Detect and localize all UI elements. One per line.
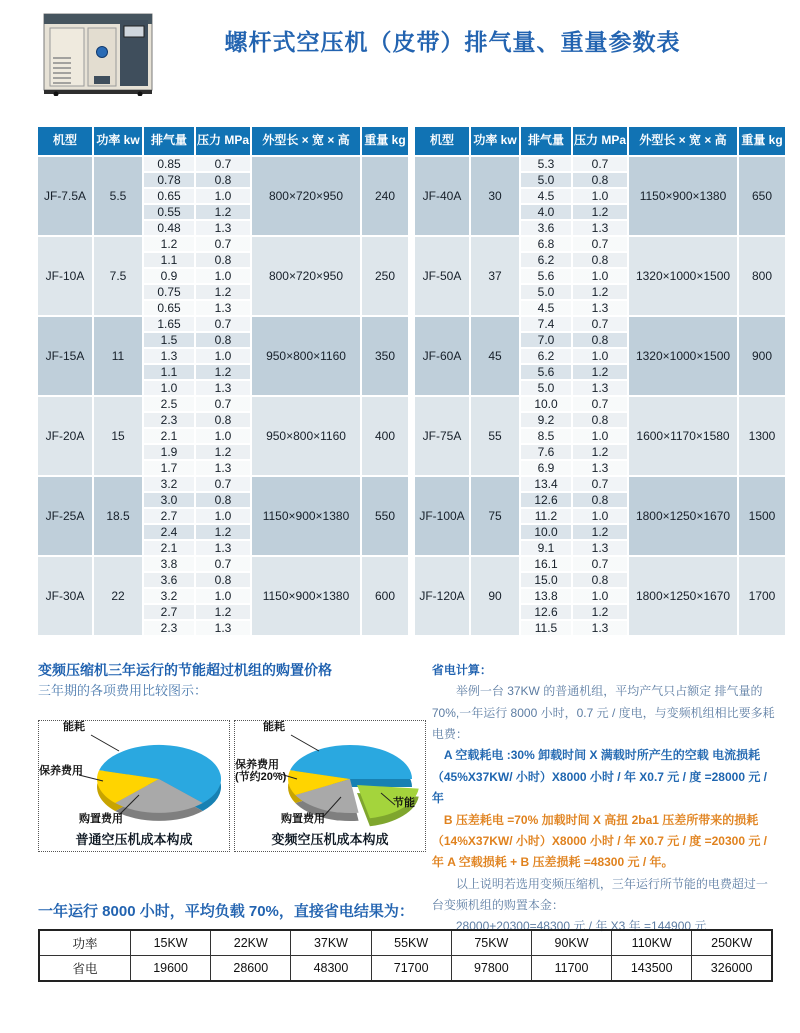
model-cell: JF-25A: [38, 477, 92, 555]
value-cell: 55KW: [371, 930, 451, 956]
dimensions-cell: 800×720×950: [252, 237, 360, 315]
power-cell: 45: [471, 317, 519, 395]
weight-cell: 400: [362, 397, 408, 475]
pressure-cell: 1.0: [196, 429, 250, 443]
power-cell: 90: [471, 557, 519, 635]
pressure-cell: 1.0: [196, 349, 250, 363]
weight-cell: 1700: [739, 557, 785, 635]
model-cell: JF-120A: [415, 557, 469, 635]
displacement-cell: 1.3: [144, 349, 194, 363]
displacement-cell: 6.2: [521, 253, 571, 267]
saving-calc-heading: 省电计算：: [431, 663, 492, 677]
model-cell: JF-15A: [38, 317, 92, 395]
displacement-cell: 5.0: [521, 173, 571, 187]
pressure-cell: 1.3: [196, 461, 250, 475]
displacement-cell: 1.1: [144, 365, 194, 379]
column-header: 压力 MPa: [196, 127, 250, 155]
weight-cell: 250: [362, 237, 408, 315]
displacement-cell: 5.0: [521, 381, 571, 395]
value-cell: 28600: [211, 956, 291, 982]
saving-result-table: [38, 929, 773, 982]
weight-cell: 240: [362, 157, 408, 235]
column-header: 外型长 × 宽 × 高: [629, 127, 737, 155]
value-cell: 48300: [291, 956, 371, 982]
spec-row: [38, 157, 408, 171]
weight-cell: 900: [739, 317, 785, 395]
value-cell: 250KW: [692, 930, 772, 956]
displacement-cell: 0.75: [144, 285, 194, 299]
pressure-cell: 1.3: [196, 301, 250, 315]
displacement-cell: 7.6: [521, 445, 571, 459]
pressure-cell: 1.3: [573, 381, 627, 395]
pressure-cell: 0.7: [196, 477, 250, 491]
displacement-cell: 10.0: [521, 525, 571, 539]
pressure-cell: 1.3: [573, 461, 627, 475]
pressure-cell: 1.3: [196, 381, 250, 395]
saving-calc-intro: 举例一台 37KW 的普通机组，平均产气只占额定 排气量的 70%,一年运行 8000 小时，0.7 元 / 度电，与变频机组相比要多耗电费：: [431, 684, 775, 742]
displacement-cell: 9.2: [521, 413, 571, 427]
power-cell: 30: [471, 157, 519, 235]
model-cell: JF-100A: [415, 477, 469, 555]
power-cell: 18.5: [94, 477, 142, 555]
pressure-cell: 0.8: [196, 493, 250, 507]
value-cell: 75KW: [451, 930, 531, 956]
displacement-cell: 16.1: [521, 557, 571, 571]
pressure-cell: 0.8: [573, 573, 627, 587]
pressure-cell: 0.7: [573, 557, 627, 571]
value-cell: 22KW: [211, 930, 291, 956]
spec-row: [415, 317, 785, 331]
pie-label-saving: 节能: [393, 796, 415, 809]
spec-row: [415, 477, 785, 491]
pressure-cell: 0.8: [196, 173, 250, 187]
pie-label-energy: 能耗: [63, 720, 85, 733]
displacement-cell: 2.7: [144, 509, 194, 523]
compressor-product-image: [42, 8, 154, 101]
displacement-cell: 2.3: [144, 413, 194, 427]
displacement-cell: 1.2: [144, 237, 194, 251]
pressure-cell: 1.3: [573, 621, 627, 635]
displacement-cell: 0.55: [144, 205, 194, 219]
weight-cell: 600: [362, 557, 408, 635]
value-cell: 19600: [131, 956, 211, 982]
model-cell: JF-7.5A: [38, 157, 92, 235]
row-label-cell: 功率: [39, 930, 131, 956]
spec-table-left: [36, 125, 410, 637]
column-header: 功率 kw: [94, 127, 142, 155]
pressure-cell: 0.8: [573, 173, 627, 187]
displacement-cell: 3.2: [144, 589, 194, 603]
pressure-cell: 1.0: [196, 269, 250, 283]
weight-cell: 350: [362, 317, 408, 395]
result-section: [38, 900, 775, 982]
dimensions-cell: 1320×1000×1500: [629, 237, 737, 315]
displacement-cell: 4.5: [521, 301, 571, 315]
spec-row: [415, 557, 785, 571]
pressure-cell: 0.8: [196, 253, 250, 267]
displacement-cell: 2.4: [144, 525, 194, 539]
displacement-cell: 8.5: [521, 429, 571, 443]
power-cell: 7.5: [94, 237, 142, 315]
displacement-cell: 7.0: [521, 333, 571, 347]
displacement-cell: 11.5: [521, 621, 571, 635]
weight-cell: 550: [362, 477, 408, 555]
dimensions-cell: 1800×1250×1670: [629, 477, 737, 555]
displacement-cell: 1.65: [144, 317, 194, 331]
pressure-cell: 0.7: [573, 237, 627, 251]
spec-row: [38, 557, 408, 571]
pressure-cell: 1.2: [196, 445, 250, 459]
spec-row: [38, 397, 408, 411]
dimensions-cell: 1320×1000×1500: [629, 317, 737, 395]
pressure-cell: 0.8: [573, 413, 627, 427]
displacement-cell: 3.6: [144, 573, 194, 587]
power-cell: 5.5: [94, 157, 142, 235]
displacement-cell: 0.9: [144, 269, 194, 283]
comparison-subheading: 三年期的各项费用比较图示：: [38, 683, 208, 698]
dimensions-cell: 950×800×1160: [252, 317, 360, 395]
displacement-cell: 2.7: [144, 605, 194, 619]
pie-panels: [38, 720, 428, 852]
pressure-cell: 0.7: [573, 157, 627, 171]
pressure-cell: 1.0: [573, 509, 627, 523]
row-label-cell: 省电: [39, 956, 131, 982]
model-cell: JF-10A: [38, 237, 92, 315]
pressure-cell: 0.7: [196, 317, 250, 331]
displacement-cell: 3.8: [144, 557, 194, 571]
pressure-cell: 0.8: [573, 333, 627, 347]
spec-row: [415, 157, 785, 171]
column-header: 排气量: [521, 127, 571, 155]
pie-label-purchase: 购置费用: [79, 812, 123, 825]
displacement-cell: 0.65: [144, 189, 194, 203]
spec-row: [38, 477, 408, 491]
saving-calc-conclusion: 以上说明若选用变频压缩机，三年运行所节能的电费超过一台变频机组的购置本金：: [431, 876, 768, 912]
comparison-heading: 变频压缩机三年运行的节能超过机组的购置价格: [38, 662, 332, 678]
pressure-cell: 1.3: [573, 301, 627, 315]
displacement-cell: 15.0: [521, 573, 571, 587]
pressure-cell: 1.0: [573, 269, 627, 283]
weight-cell: 650: [739, 157, 785, 235]
pie-label-maintenance: 保养费用: [235, 758, 279, 771]
displacement-cell: 11.2: [521, 509, 571, 523]
power-cell: 37: [471, 237, 519, 315]
weight-cell: 800: [739, 237, 785, 315]
pressure-cell: 0.8: [573, 493, 627, 507]
column-header: 排气量: [144, 127, 194, 155]
pressure-cell: 0.7: [196, 237, 250, 251]
saving-calc-formula-b: B 压差耗电 =70% 加载时间 X 高扭 2ba1 压差所带来的损耗（14%X37KW/ 小时）X8000 小时 / 年 X0.7 元 / 度 =20300 元 / 年 A 空载损耗 + B 压差损耗 =48300 元 / 年。: [431, 812, 768, 870]
dimensions-cell: 1600×1170×1580: [629, 397, 737, 475]
pie-chart-vfd: [234, 720, 426, 852]
pressure-cell: 0.7: [196, 157, 250, 171]
pressure-cell: 1.2: [573, 525, 627, 539]
pie-label-energy: 能耗: [263, 720, 285, 733]
displacement-cell: 7.4: [521, 317, 571, 331]
displacement-cell: 12.6: [521, 605, 571, 619]
saving-calc-total-formula: 28000+20300=48300 元 / 年 X3 年 =144900 元: [455, 919, 707, 934]
pressure-cell: 1.0: [196, 509, 250, 523]
power-cell: 11: [94, 317, 142, 395]
displacement-cell: 6.2: [521, 349, 571, 363]
pressure-cell: 1.2: [196, 605, 250, 619]
pressure-cell: 1.0: [573, 429, 627, 443]
power-cell: 75: [471, 477, 519, 555]
saving-row: [39, 956, 772, 982]
model-cell: JF-30A: [38, 557, 92, 635]
spec-row: [38, 237, 408, 251]
pressure-cell: 1.0: [196, 189, 250, 203]
displacement-cell: 2.1: [144, 541, 194, 555]
value-cell: 37KW: [291, 930, 371, 956]
value-cell: 90KW: [531, 930, 611, 956]
pie-chart-ordinary: [38, 720, 230, 852]
model-cell: JF-40A: [415, 157, 469, 235]
power-cell: 22: [94, 557, 142, 635]
dimensions-cell: 1150×900×1380: [629, 157, 737, 235]
power-row: [39, 930, 772, 956]
displacement-cell: 1.1: [144, 253, 194, 267]
pressure-cell: 1.0: [196, 589, 250, 603]
column-header: 重量 kg: [362, 127, 408, 155]
pressure-cell: 1.0: [573, 349, 627, 363]
spec-table-right: [413, 125, 787, 637]
pressure-cell: 1.3: [573, 541, 627, 555]
weight-cell: 1500: [739, 477, 785, 555]
displacement-cell: 13.8: [521, 589, 571, 603]
column-header: 机型: [415, 127, 469, 155]
value-cell: 97800: [451, 956, 531, 982]
dimensions-cell: 800×720×950: [252, 157, 360, 235]
pie-ordinary-svg: [39, 731, 229, 835]
pressure-cell: 0.8: [196, 573, 250, 587]
displacement-cell: 3.2: [144, 477, 194, 491]
dimensions-cell: 950×800×1160: [252, 397, 360, 475]
pressure-cell: 1.3: [196, 621, 250, 635]
model-cell: JF-20A: [38, 397, 92, 475]
saving-calc-formula-a: A 空载耗电 :30% 卸载时间 X 满载时所产生的空载 电流损耗（45%X37KW/ 小时）X8000 小时 / 年 X0.7 元 / 度 =28000 元 / 年: [431, 748, 768, 806]
pressure-cell: 0.8: [196, 413, 250, 427]
dimensions-cell: 1150×900×1380: [252, 477, 360, 555]
pressure-cell: 1.2: [573, 285, 627, 299]
displacement-cell: 6.8: [521, 237, 571, 251]
dimensions-cell: 1800×1250×1670: [629, 557, 737, 635]
displacement-cell: 2.5: [144, 397, 194, 411]
pressure-cell: 0.8: [196, 333, 250, 347]
displacement-cell: 12.6: [521, 493, 571, 507]
displacement-cell: 5.0: [521, 285, 571, 299]
displacement-cell: 5.6: [521, 365, 571, 379]
value-cell: 11700: [531, 956, 611, 982]
displacement-cell: 1.5: [144, 333, 194, 347]
pressure-cell: 0.7: [573, 477, 627, 491]
column-header: 功率 kw: [471, 127, 519, 155]
displacement-cell: 3.0: [144, 493, 194, 507]
cost-comparison-block: [38, 660, 428, 938]
pressure-cell: 0.8: [573, 253, 627, 267]
column-header: 机型: [38, 127, 92, 155]
pressure-cell: 1.2: [196, 285, 250, 299]
saving-calculation-block: [428, 660, 775, 938]
displacement-cell: 6.9: [521, 461, 571, 475]
spec-row: [415, 397, 785, 411]
spec-row: [38, 317, 408, 331]
pressure-cell: 1.0: [573, 189, 627, 203]
pressure-cell: 1.2: [573, 365, 627, 379]
pressure-cell: 1.2: [573, 605, 627, 619]
displacement-cell: 1.7: [144, 461, 194, 475]
pressure-cell: 1.3: [573, 221, 627, 235]
pressure-cell: 0.7: [573, 397, 627, 411]
displacement-cell: 2.3: [144, 621, 194, 635]
value-cell: 143500: [612, 956, 692, 982]
value-cell: 326000: [692, 956, 772, 982]
pie-caption-ordinary: 普通空压机成本构成: [75, 831, 193, 847]
displacement-cell: 1.9: [144, 445, 194, 459]
model-cell: JF-75A: [415, 397, 469, 475]
displacement-cell: 4.0: [521, 205, 571, 219]
pressure-cell: 1.2: [573, 205, 627, 219]
pressure-cell: 1.3: [196, 221, 250, 235]
value-cell: 71700: [371, 956, 451, 982]
pressure-cell: 1.2: [196, 205, 250, 219]
pressure-cell: 1.0: [573, 589, 627, 603]
pie-caption-vfd: 变频空压机成本构成: [271, 831, 389, 847]
spec-row: [415, 237, 785, 251]
model-cell: JF-50A: [415, 237, 469, 315]
result-heading: 一年运行 8000 小时，平均负载 70%，直接省电结果为：: [38, 903, 414, 920]
pressure-cell: 1.2: [196, 525, 250, 539]
displacement-cell: 0.48: [144, 221, 194, 235]
column-header: 外型长 × 宽 × 高: [252, 127, 360, 155]
value-cell: 15KW: [131, 930, 211, 956]
dimensions-cell: 1150×900×1380: [252, 557, 360, 635]
displacement-cell: 0.85: [144, 157, 194, 171]
pie-label-maintenance: 保养费用: [39, 764, 83, 777]
displacement-cell: 2.1: [144, 429, 194, 443]
displacement-cell: 5.3: [521, 157, 571, 171]
displacement-cell: 1.0: [144, 381, 194, 395]
power-cell: 15: [94, 397, 142, 475]
displacement-cell: 3.6: [521, 221, 571, 235]
middle-section: [38, 660, 775, 938]
model-cell: JF-60A: [415, 317, 469, 395]
displacement-cell: 0.78: [144, 173, 194, 187]
value-cell: 110KW: [612, 930, 692, 956]
pressure-cell: 1.2: [196, 365, 250, 379]
column-header: 重量 kg: [739, 127, 785, 155]
displacement-cell: 9.1: [521, 541, 571, 555]
displacement-cell: 4.5: [521, 189, 571, 203]
displacement-cell: 13.4: [521, 477, 571, 491]
spec-header-row: [415, 127, 785, 155]
pressure-cell: 1.3: [196, 541, 250, 555]
pie-label-maintenance-note: (节约20%): [235, 770, 287, 783]
pressure-cell: 0.7: [196, 557, 250, 571]
pie-label-purchase: 购置费用: [281, 812, 325, 825]
pressure-cell: 1.2: [573, 445, 627, 459]
spec-header-row: [38, 127, 408, 155]
pressure-cell: 0.7: [196, 397, 250, 411]
displacement-cell: 0.65: [144, 301, 194, 315]
displacement-cell: 10.0: [521, 397, 571, 411]
pressure-cell: 0.7: [573, 317, 627, 331]
displacement-cell: 5.6: [521, 269, 571, 283]
power-cell: 55: [471, 397, 519, 475]
column-header: 压力 MPa: [573, 127, 627, 155]
page-title: 螺杆式空压机（皮带）排气量、重量参数表: [224, 29, 681, 55]
weight-cell: 1300: [739, 397, 785, 475]
